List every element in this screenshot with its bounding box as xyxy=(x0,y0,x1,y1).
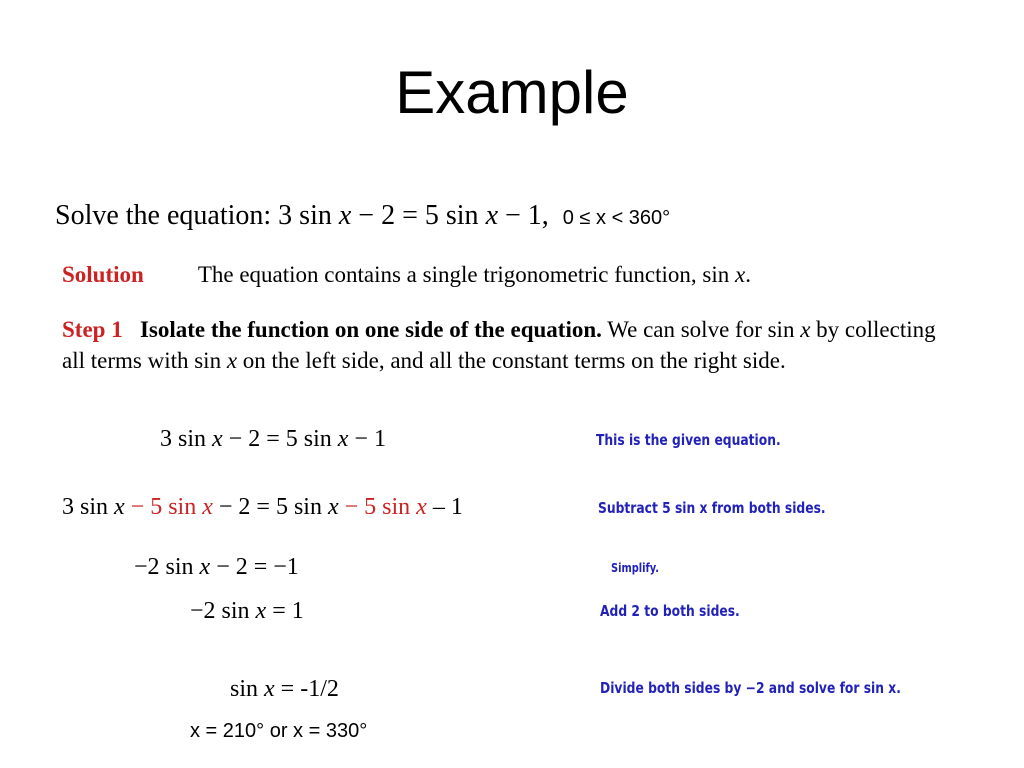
equation-3: −2 sin x − 2 = −1 xyxy=(134,554,299,580)
equation-4: −2 sin x = 1 xyxy=(190,598,304,624)
note-4: Add 2 to both sides. xyxy=(600,602,740,620)
note-5: Divide both sides by −2 and solve for sin x. xyxy=(600,679,901,697)
solution-line: Solution The equation contains a single trigonometric function, sin x. xyxy=(62,262,751,287)
equation-5: sin x = -1/2 xyxy=(230,676,339,702)
slide-title: Example xyxy=(395,59,629,126)
problem-statement: Solve the equation: 3 sin x − 2 = 5 sin x − 1, 0 ≤ x < 360° xyxy=(55,200,671,231)
note-1: This is the given equation. xyxy=(596,431,781,449)
step-1-paragraph: Step 1 Isolate the function on one side of the equation. We can solve for sin x by collecting all terms with sin x on the left side, and all the constant terms on the right side. xyxy=(62,317,936,373)
step-1-label: Step 1 xyxy=(62,317,123,342)
domain-range: 0 ≤ x < 360° xyxy=(562,207,671,229)
solution-label: Solution xyxy=(62,262,144,287)
final-answer: x = 210° or x = 330° xyxy=(190,720,368,742)
note-2: Subtract 5 sin x from both sides. xyxy=(598,499,826,517)
equation-2: 3 sin x − 5 sin x − 2 = 5 sin x − 5 sin x – 1 xyxy=(62,494,463,520)
equation-1: 3 sin x − 2 = 5 sin x − 1 xyxy=(160,426,386,452)
note-3: Simplify. xyxy=(611,561,660,575)
